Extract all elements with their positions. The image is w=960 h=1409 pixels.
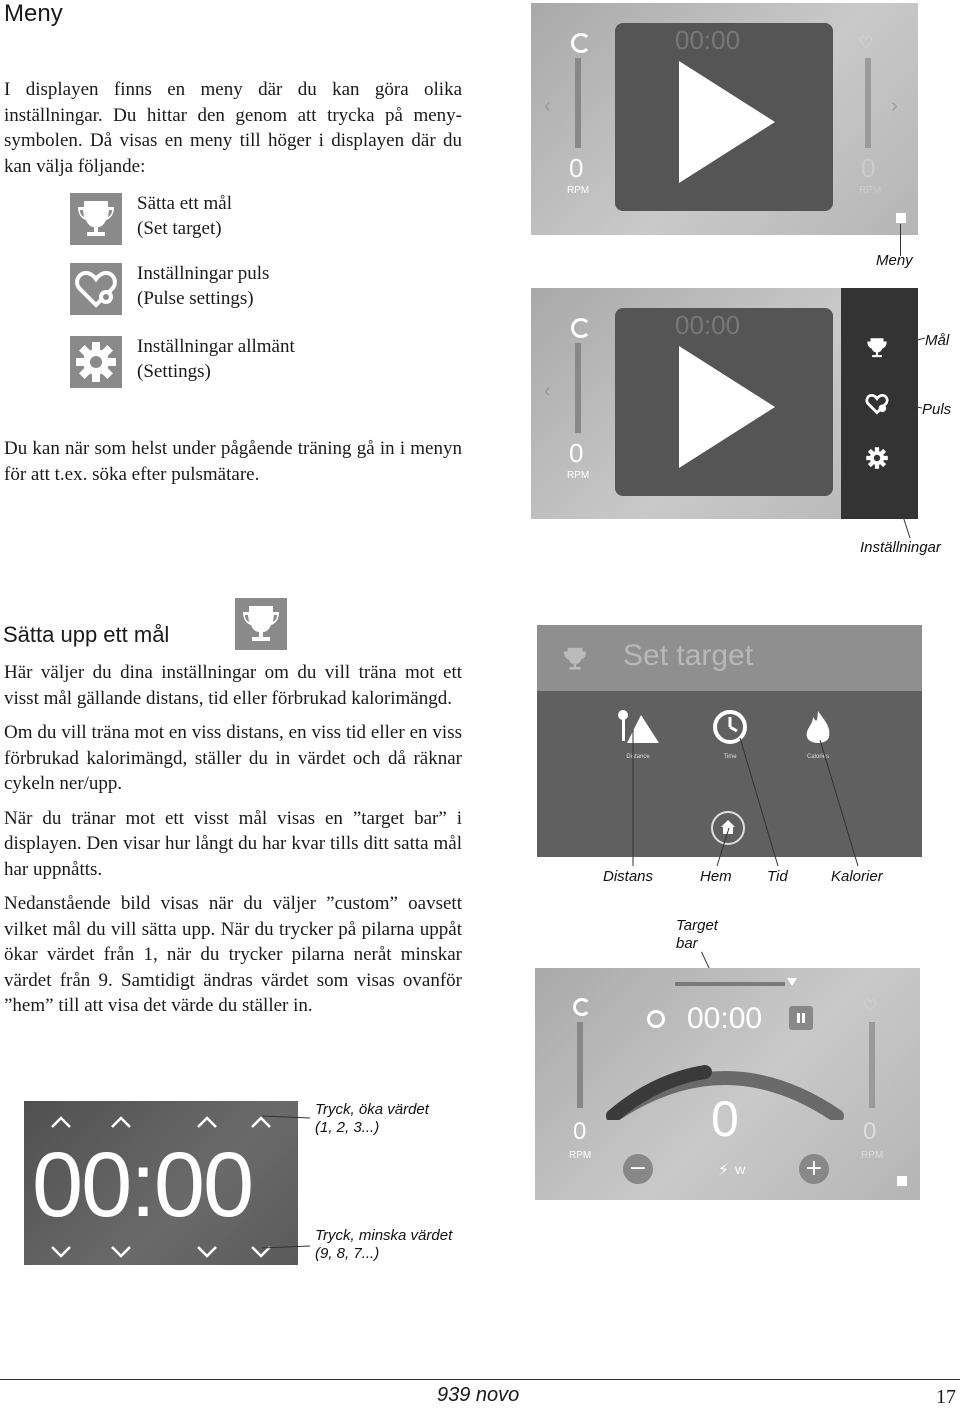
menu-item-label: Inställningar puls <box>137 263 270 284</box>
minus-button[interactable]: − <box>623 1154 653 1184</box>
caption-target-line2: bar <box>676 935 698 952</box>
menu-item-sublabel: (Set target) <box>137 218 222 239</box>
page-title: Meny <box>4 0 63 27</box>
chevron-left-icon[interactable]: ‹ <box>544 95 551 117</box>
chevron-right-icon[interactable]: › <box>891 95 898 117</box>
timer-display: 00:00 <box>687 1002 763 1035</box>
section2-paragraph: Om du vill träna mot en viss distans, en viss tid eller en viss förbrukad kalorimängd, ställer du in värdet och då räknar cykeln ner/upp. <box>4 722 462 794</box>
caption-installningar: Inställningar <box>860 539 941 556</box>
caption-distans: Distans <box>603 868 654 885</box>
menu-item-label: Inställningar allmänt <box>137 336 295 357</box>
menu-item-sublabel: (Pulse settings) <box>137 288 254 309</box>
right-label: RPM <box>861 1150 884 1161</box>
menu-item-label: Sätta ett mål <box>137 193 232 214</box>
timer-display: 00:00 <box>675 25 741 55</box>
section2-paragraph: Här väljer du dina inställningar om du vill träna mot ett visst mål gällande distans, tid eller förbrukad kalorimängd. <box>4 662 462 709</box>
power-unit: W <box>735 1165 746 1177</box>
rpm-label: RPM <box>569 1150 592 1161</box>
right-label: RPM <box>859 185 882 196</box>
section-title: Sätta upp ett mål <box>3 622 170 647</box>
page-number: 17 <box>936 1386 956 1408</box>
caption-decrease-line2: (9, 8, 7...) <box>315 1245 380 1262</box>
rpm-value: 0 <box>569 438 584 468</box>
distance-label: Distance <box>626 754 650 760</box>
chevron-left-icon[interactable]: ‹ <box>544 380 551 402</box>
caption-puls: Puls <box>922 401 952 418</box>
caption-target-line1: Target <box>676 917 718 934</box>
footer-model: 939 novo <box>437 1384 520 1406</box>
rpm-label: RPM <box>567 185 590 196</box>
caption-mal: Mål <box>925 332 950 349</box>
timer-display: 00:00 <box>675 310 741 340</box>
set-target-title: Set target <box>623 639 754 672</box>
caption-kalorier: Kalorier <box>831 868 883 885</box>
caption-increase-line1: Tryck, öka värdet <box>315 1101 429 1118</box>
caption-tid: Tid <box>767 868 788 885</box>
heart-icon: ♡ <box>863 996 878 1015</box>
plus-button[interactable]: + <box>799 1154 829 1184</box>
rpm-value: 0 <box>569 153 584 183</box>
right-value: 0 <box>863 1118 877 1145</box>
caption-meny: Meny <box>876 252 913 269</box>
intro-paragraph: I displayen finns en meny där du kan göra olika inställningar. Du hittar den genom att trycka på meny-symbolen. Då visas en meny till höger i displayen där du kan välja följande: <box>4 79 462 177</box>
caption-increase <box>315 1101 429 1137</box>
power-icon: ⚡ <box>718 1160 730 1179</box>
time-label: Time <box>723 754 737 760</box>
footer-divider <box>0 1379 960 1380</box>
caption-decrease <box>315 1227 452 1263</box>
caption-hem: Hem <box>700 868 732 885</box>
center-value: 0 <box>711 1091 739 1147</box>
caption-decrease-line1: Tryck, minska värdet <box>315 1227 453 1244</box>
rpm-value: 0 <box>573 1118 587 1145</box>
rpm-label: RPM <box>567 470 590 481</box>
menu-item-sublabel: (Settings) <box>137 361 211 382</box>
heart-icon: ♡ <box>859 33 874 52</box>
right-value: 0 <box>861 153 876 183</box>
menu-note-paragraph: Du kan när som helst under pågående träning gå in i menyn för att t.ex. söka efter pulsmätare. <box>4 438 462 485</box>
caption-increase-line2: (1, 2, 3...) <box>315 1119 380 1136</box>
section2-paragraph: När du tränar mot ett visst mål visas en ”target bar” i displayen. Den visar hur långt du har kvar tills ditt satta mål har uppnåtts. <box>4 807 462 880</box>
calories-label: Calories <box>806 754 829 760</box>
custom-digits[interactable]: 00:00 <box>32 1134 253 1236</box>
section2-paragraph: Nedanstående bild visas när du väljer ”custom” oavsett vilket mål du vill sätta upp. När du trycker på pilarna uppåt ökar värdet från 1, när du trycker pilarna neråt minskar värdet från 9. Samtidigt ändras värdet som visas ovanför ”hem” till att visa det värde du ställer in. <box>4 893 462 1016</box>
